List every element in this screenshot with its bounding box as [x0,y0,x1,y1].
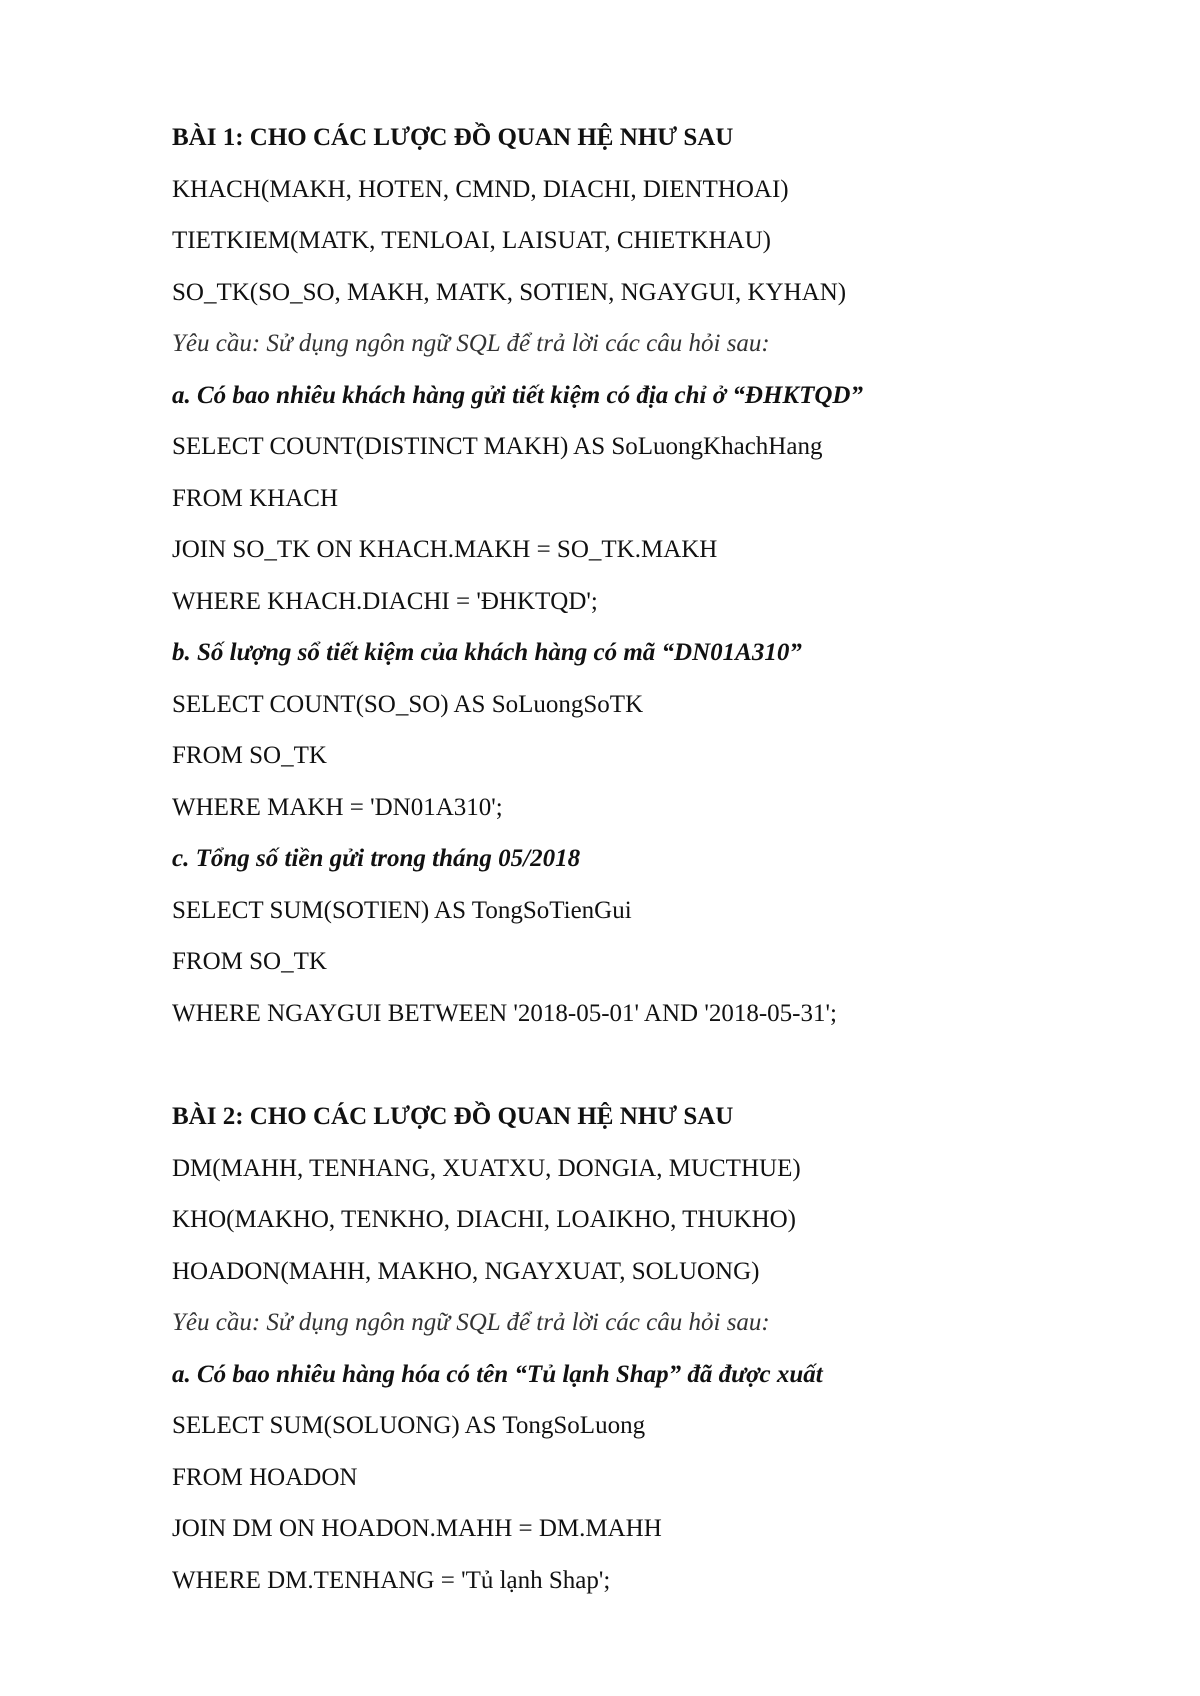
sql-line: WHERE NGAYGUI BETWEEN '2018-05-01' AND '2018-05-31'; [172,999,837,1027]
sql-line: FROM SO_TK [172,948,327,975]
document-content [172,112,1152,1606]
exercise-2-title: BÀI 2: CHO CÁC LƯỢC ĐỒ QUAN HỆ NHƯ SAU [172,1103,734,1130]
sql-line: JOIN SO_TK ON KHACH.MAKH = SO_TK.MAKH [172,536,718,563]
question-a: a. Có bao nhiêu khách hàng gửi tiết kiệm có địa chỉ ở “ĐHKTQD” [172,381,863,409]
sql-line: SELECT COUNT(DISTINCT MAKH) AS SoLuongKhachHang [172,433,823,460]
exercise-1-title: BÀI 1: CHO CÁC LƯỢC ĐỒ QUAN HỆ NHƯ SAU [172,124,734,151]
schema-line: DM(MAHH, TENHANG, XUATXU, DONGIA, MUCTHUE) [172,1154,801,1182]
section-spacer [172,1039,1152,1091]
sql-line: FROM HOADON [172,1463,358,1491]
schema-line: HOADON(MAHH, MAKHO, NGAYXUAT, SOLUONG) [172,1257,760,1285]
question-a: a. Có bao nhiêu hàng hóa có tên “Tủ lạnh Shap” đã được xuất [172,1360,823,1388]
sql-line: SELECT SUM(SOTIEN) AS TongSoTienGui [172,896,632,924]
requirement-note: Yêu cầu: Sử dụng ngôn ngữ SQL để trả lời các câu hỏi sau: [172,1309,770,1336]
schema-line: KHO(MAKHO, TENKHO, DIACHI, LOAIKHO, THUKHO) [172,1206,797,1233]
schema-line: TIETKIEM(MATK, TENLOAI, LAISUAT, CHIETKHAU) [172,227,771,254]
sql-line: WHERE MAKH = 'DN01A310'; [172,793,503,821]
sql-line: JOIN DM ON HOADON.MAHH = DM.MAHH [172,1515,662,1542]
sql-line: WHERE DM.TENHANG = 'Tủ lạnh Shap'; [172,1566,611,1594]
requirement-note: Yêu cầu: Sử dụng ngôn ngữ SQL để trả lời các câu hỏi sau: [172,330,770,357]
sql-line: FROM SO_TK [172,742,327,769]
exercise-1 [172,112,1152,1039]
sql-line: WHERE KHACH.DIACHI = 'ĐHKTQD'; [172,587,598,615]
schema-line: KHACH(MAKH, HOTEN, CMND, DIACHI, DIENTHOAI) [172,175,789,203]
sql-line: SELECT SUM(SOLUONG) AS TongSoLuong [172,1412,646,1439]
question-c: c. Tổng số tiền gửi trong tháng 05/2018 [172,845,581,872]
schema-line: SO_TK(SO_SO, MAKH, MATK, SOTIEN, NGAYGUI, KYHAN) [172,278,847,306]
sql-line: SELECT COUNT(SO_SO) AS SoLuongSoTK [172,690,644,718]
question-b: b. Số lượng sổ tiết kiệm của khách hàng có mã “DN01A310” [172,639,802,666]
exercise-2 [172,1091,1152,1606]
sql-line: FROM KHACH [172,484,339,512]
